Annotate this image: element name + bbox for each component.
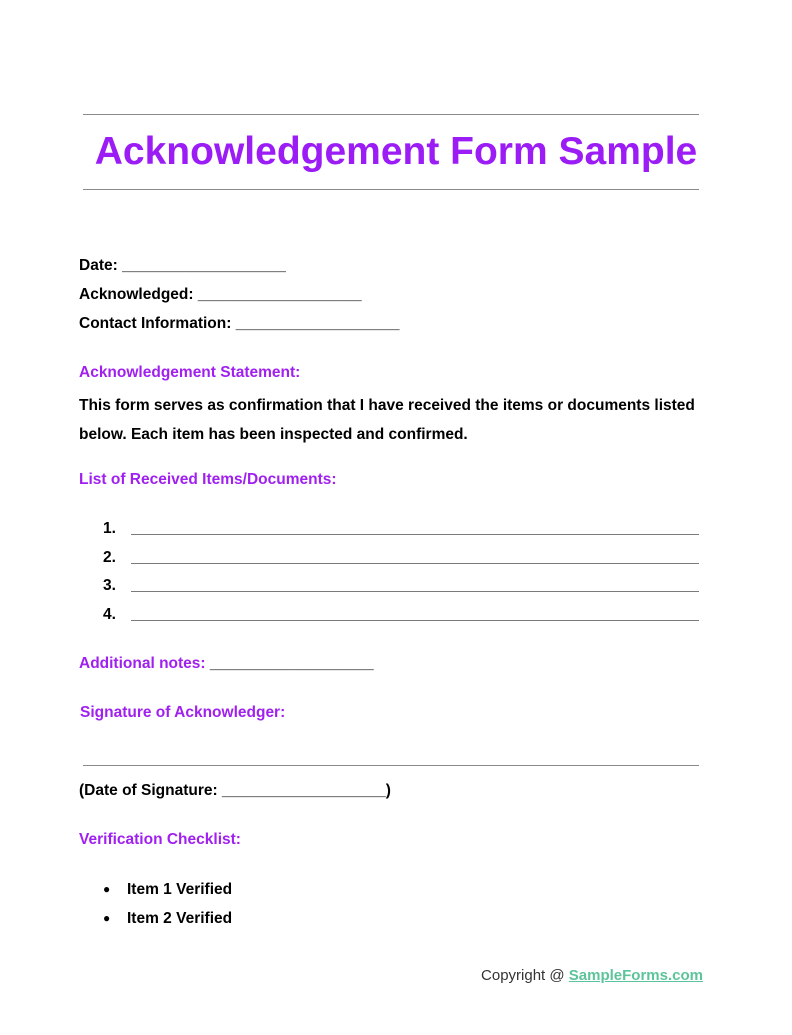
bullet-icon: ● (103, 882, 111, 896)
signature-date-field[interactable]: (Date of Signature: ___________________) (79, 782, 391, 799)
title-top-rule (83, 114, 699, 115)
acknowledged-field[interactable]: Acknowledged: ___________________ (79, 286, 362, 303)
copyright-footer (481, 966, 703, 986)
received-item-row[interactable] (103, 548, 699, 570)
received-item-row[interactable] (103, 605, 699, 627)
checklist-item (103, 879, 232, 900)
contact-information-field[interactable]: Contact Information: ___________________ (79, 315, 400, 332)
list-number: 4. (103, 606, 116, 623)
bullet-icon: ● (103, 911, 111, 925)
list-number: 3. (103, 577, 116, 594)
additional-notes-blank[interactable]: ___________________ (205, 655, 374, 672)
sampleforms-link[interactable]: SampleForms.com (568, 967, 703, 984)
received-list-heading: List of Received Items/Documents: (79, 471, 337, 488)
received-item-line[interactable] (131, 620, 699, 621)
statement-text: This form serves as confirmation that I have received the items or documents listed below. Each item has been inspected and confirmed. (79, 397, 695, 443)
signature-line[interactable] (83, 765, 699, 766)
title-bottom-rule (83, 189, 699, 190)
date-field[interactable]: Date: ___________________ (79, 257, 286, 274)
copyright-text: Copyright @ (481, 967, 569, 984)
checklist-item-label: Item 2 Verified (127, 910, 233, 927)
additional-notes-label: Additional notes: (79, 655, 206, 672)
additional-notes-field[interactable] (79, 654, 374, 674)
received-item-line[interactable] (131, 534, 699, 535)
received-item-line[interactable] (131, 563, 699, 564)
statement-heading: Acknowledgement Statement: (79, 364, 301, 381)
received-item-row[interactable] (103, 576, 699, 598)
signature-heading: Signature of Acknowledger: (80, 704, 286, 721)
received-item-line[interactable] (131, 591, 699, 592)
checklist-item (103, 908, 232, 929)
page-title: Acknowledgement Form Sample (94, 130, 698, 173)
received-item-row[interactable] (103, 519, 699, 541)
list-number: 2. (103, 549, 116, 566)
checklist-item-label: Item 1 Verified (127, 881, 233, 898)
checklist-heading: Verification Checklist: (79, 831, 241, 848)
list-number: 1. (103, 520, 116, 537)
